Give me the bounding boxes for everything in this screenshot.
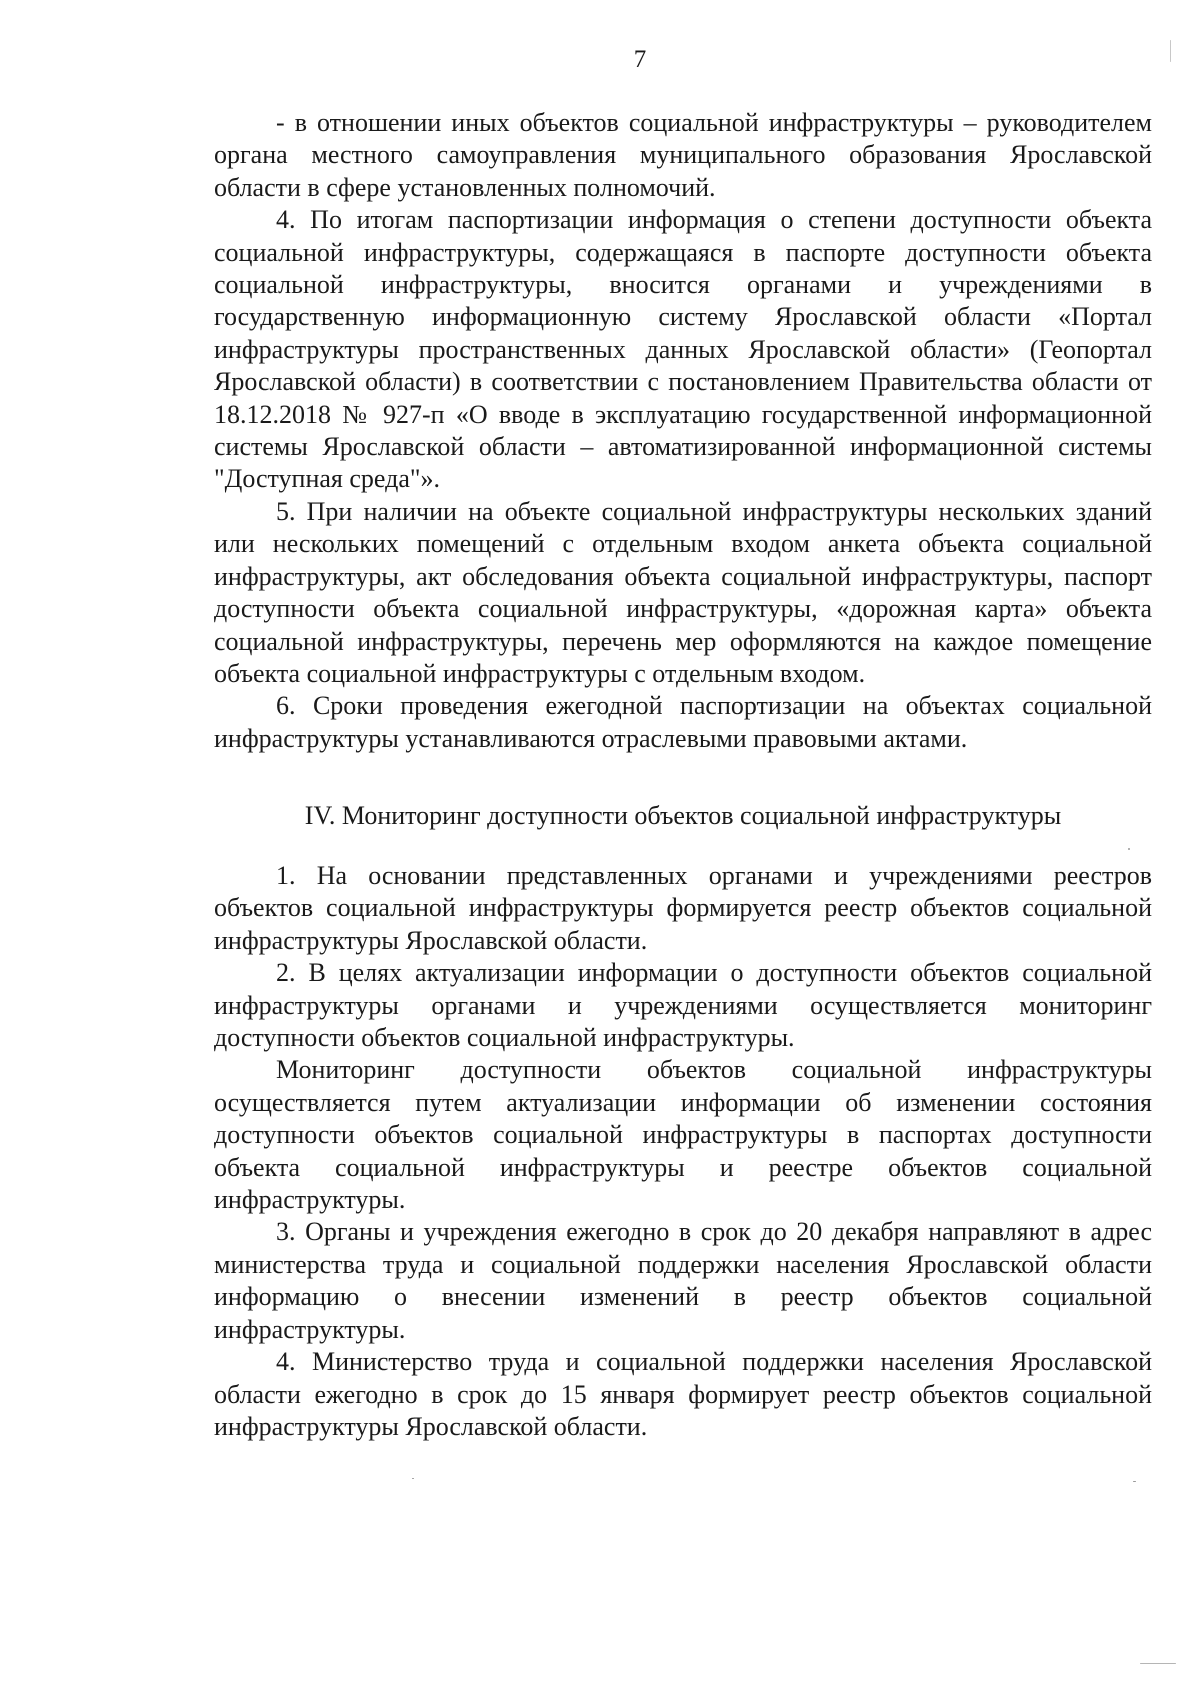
- scan-speck: [412, 1478, 414, 1479]
- paragraph-monitoring-method: Мониторинг доступности объектов социальной инфраструктуры осуществляется путем актуализации информации об изменении состояния доступности объектов социальной инфраструктуры в паспортах доступности объекта социальной инфраструктуры и реестре объектов социальной инфраструктуры.: [214, 1055, 1152, 1215]
- scan-speck: [1128, 848, 1130, 850]
- page-number: 7: [633, 46, 647, 73]
- paragraph-3-annual-report: 3. Органы и учреждения ежегодно в срок до 20 декабря направляют в адрес министерства труда и социальной поддержки населения Ярославской области информацию о внесении изменений в реестр объектов социальной инфраструктуры.: [214, 1217, 1152, 1344]
- paragraph-5-multiple-buildings: 5. При наличии на объекте социальной инфраструктуры нескольких зданий или нескольких помещений с отдельным входом анкета объекта социальной инфраструктуры, акт обследования объекта социальной инфраструктуры, паспорт доступности объекта социальной инфраструктуры, «дорожная карта» объекта социальной инфраструктуры, перечень мер оформляются на каждое помещение объекта социальной инфраструктуры с отдельным входом.: [214, 496, 1152, 688]
- scan-speck: [1133, 1481, 1136, 1482]
- section-heading: IV. Мониторинг доступности объектов социальной инфраструктуры: [304, 801, 1062, 830]
- scan-speck: [1170, 40, 1171, 62]
- paragraph-1-registry: 1. На основании представленных органами и учреждениями реестров объектов социальной инфраструктуры формируется реестр объектов социальной инфраструктуры Ярославской области.: [214, 861, 1152, 955]
- paragraph-6-deadlines: 6. Сроки проведения ежегодной паспортизации на объектах социальной инфраструктуры устанавливаются отраслевыми правовыми актами.: [214, 691, 1152, 753]
- body-text-bottom: [214, 860, 1152, 1443]
- paragraph-4-ministry-registry: 4. Министерство труда и социальной поддержки населения Ярославской области ежегодно в срок до 15 января формирует реестр объектов социальной инфраструктуры Ярославской области.: [214, 1347, 1152, 1441]
- paragraph-ministry-responsibility: - в отношении иных объектов социальной инфраструктуры – руководителем органа местного самоуправления муниципального образования Ярославской области в сфере установленных полномочий.: [214, 108, 1152, 202]
- body-text-top: [214, 107, 1152, 755]
- paragraph-2-monitoring: 2. В целях актуализации информации о доступности объектов социальной инфраструктуры органами и учреждениями осуществляется мониторинг доступности объектов социальной инфраструктуры.: [214, 958, 1152, 1053]
- paragraph-4-passport-info: 4. По итогам паспортизации информация о степени доступности объекта социальной инфраструктуры, содержащаяся в паспорте доступности объекта социальной инфраструктуры, вносится органами и учреждениями в государственную информационную систему Ярославской области «Портал инфраструктуры пространственных данных Ярославской области» (Геопортал Ярославской области) в соответствии с постановлением Правительства области от 18.12.2018 № 927-п «О вводе в эксплуатацию государственной информационной системы Ярославской области – автоматизированной информационной системы "Доступная среда"».: [214, 205, 1152, 494]
- scan-speck: [1140, 1663, 1176, 1664]
